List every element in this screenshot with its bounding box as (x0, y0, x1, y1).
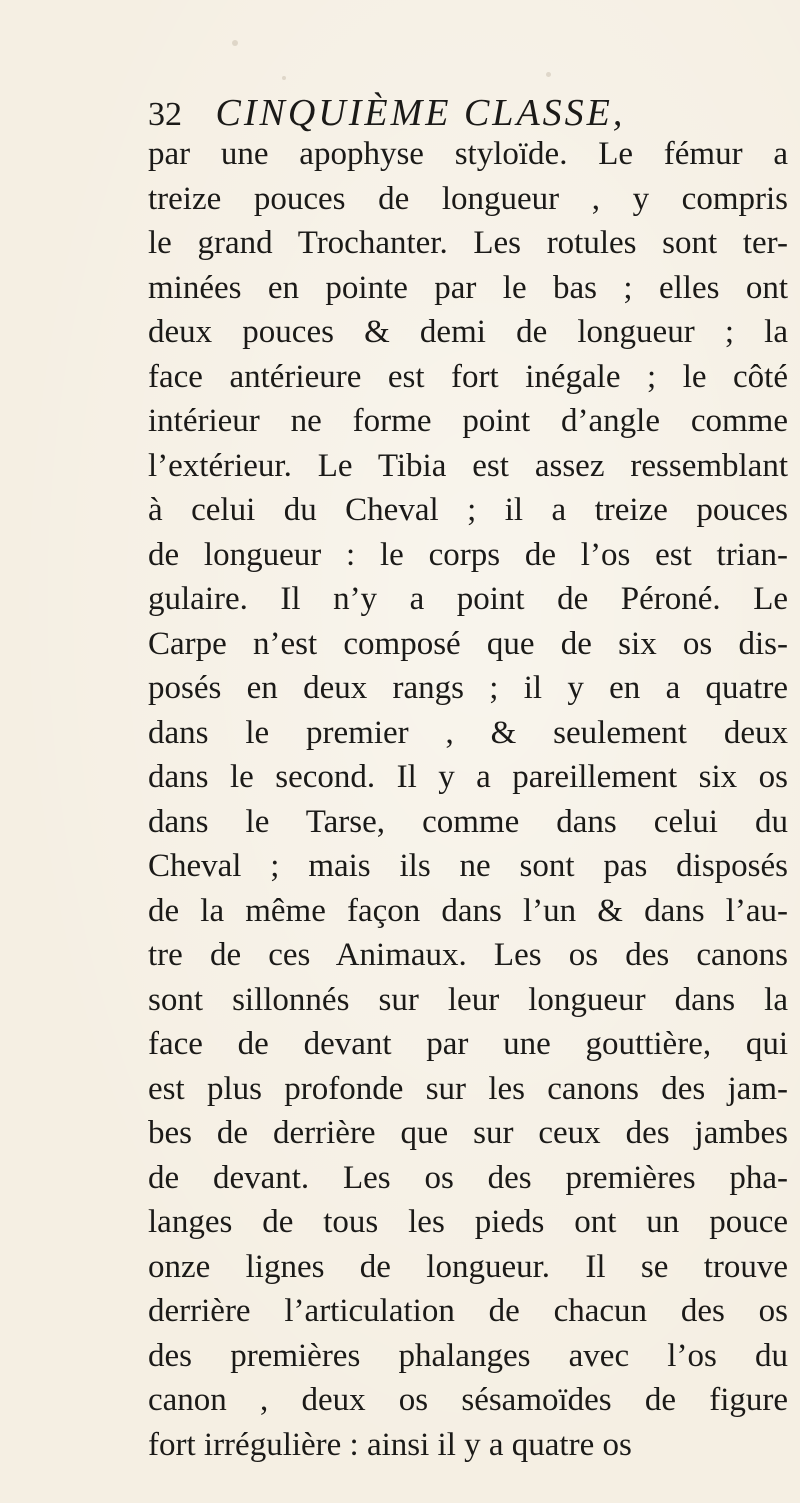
paper-stain (546, 72, 551, 77)
text-line: tre de ces Animaux. Les os des canons (148, 937, 788, 973)
text-line: de longueur : le corps de l’os est trian- (148, 536, 788, 573)
text-line: face antérieure est fort inégale ; le côté (148, 358, 788, 395)
text-line: des premières phalanges avec l’os du (148, 1337, 788, 1374)
text-line: à celui du Cheval ; il a treize pouces (148, 492, 788, 528)
text-line: treize pouces de longueur , y compris (148, 180, 788, 217)
text-line: bes de derrière que sur ceux des jambes (148, 1115, 788, 1151)
text-line: gulaire. Il n’y a point de Péroné. Le (148, 581, 788, 617)
text-line: de la même façon dans l’un & dans l’au- (148, 892, 788, 929)
text-line: l’extérieur. Le Tibia est assez ressemblant (148, 447, 788, 484)
text-line: minées en pointe par le bas ; elles ont (148, 269, 788, 306)
text-line: posés en deux rangs ; il y en a quatre (148, 670, 788, 706)
running-head: CINQUIÈME CLASSE, (215, 92, 626, 134)
text-line: de devant. Les os des premières pha- (148, 1159, 788, 1196)
text-line: langes de tous les pieds ont un pouce (148, 1204, 788, 1240)
paper-stain (282, 76, 286, 80)
body-text (148, 132, 788, 1467)
text-line: dans le second. Il y a pareillement six os (148, 759, 788, 795)
text-line: est plus profonde sur les canons des jam- (148, 1070, 788, 1107)
text-line: intérieur ne forme point d’angle comme (148, 403, 788, 439)
paper-stain (232, 40, 238, 46)
text-line: onze lignes de longueur. Il se trouve (148, 1248, 788, 1285)
text-line: Carpe n’est composé que de six os dis- (148, 625, 788, 662)
text-line: derrière l’articulation de chacun des os (148, 1293, 788, 1329)
text-line: Cheval ; mais ils ne sont pas disposés (148, 848, 788, 884)
text-line: fort irrégulière : ainsi il y a quatre os (148, 1426, 632, 1463)
text-line: par une apophyse styloïde. Le fémur a (148, 136, 788, 172)
text-line: dans le premier , & seulement deux (148, 714, 788, 751)
text-line: dans le Tarse, comme dans celui du (148, 803, 788, 840)
text-line: deux pouces & demi de longueur ; la (148, 314, 788, 350)
text-line: le grand Trochanter. Les rotules sont ter- (148, 225, 788, 261)
page-number: 32 (148, 96, 182, 133)
page-header (148, 88, 788, 138)
text-line: sont sillonnés sur leur longueur dans la (148, 981, 788, 1018)
text-line: face de devant par une gouttière, qui (148, 1026, 788, 1062)
text-line: canon , deux os sésamoïdes de figure (148, 1382, 788, 1418)
